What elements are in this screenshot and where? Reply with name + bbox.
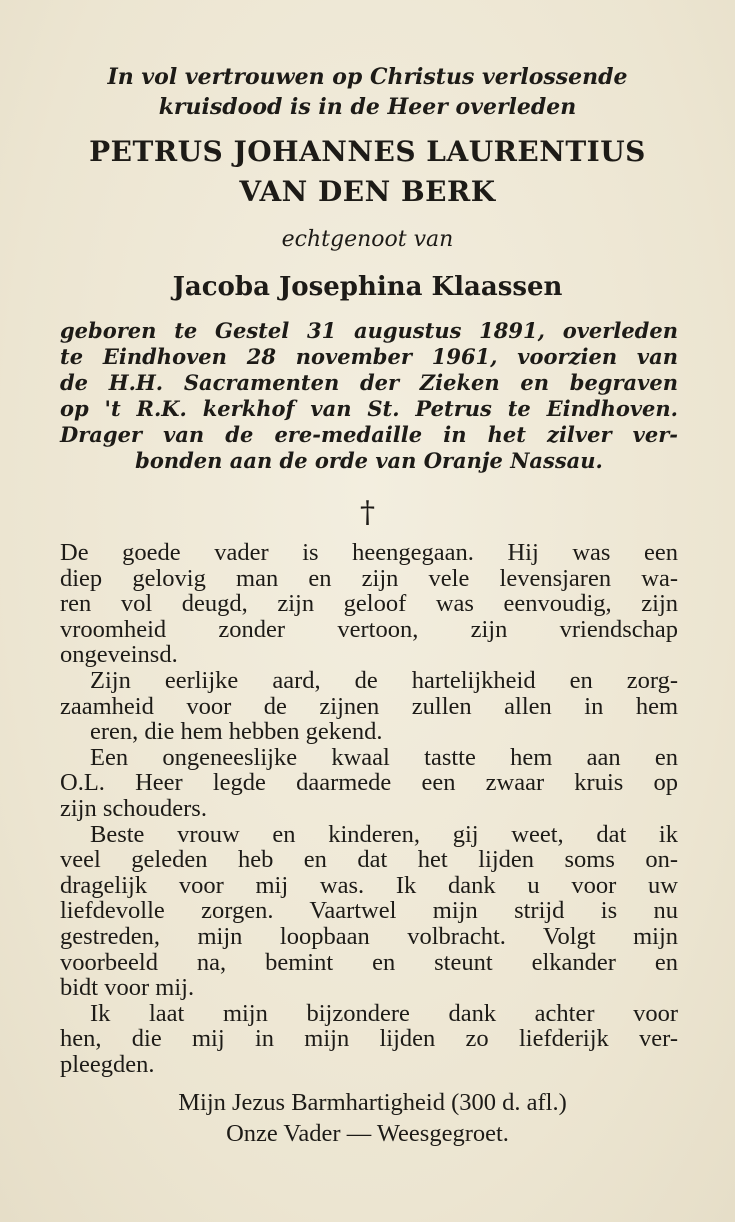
spouse-name: Jacoba Josephina Klaassen: [172, 272, 563, 302]
memorial-text-line: Zijn eerlijke aard, de hartelijkheid en zorg-: [90, 666, 678, 694]
memorial-text-line: zaamheid voor de zijnen zullen allen in hem: [60, 692, 678, 720]
intro-text: [0, 62, 735, 122]
memorial-text: [60, 540, 678, 1077]
prayer-line: Onze Vader — Weesgegroet.: [226, 1120, 509, 1147]
memorial-text-line: liefdevolle zorgen. Vaartwel mijn strijd is nu: [60, 897, 678, 925]
memorial-text-line: ren vol deugd, zijn geloof was eenvoudig, zijn: [60, 590, 678, 618]
deceased-name: [0, 132, 735, 212]
memorial-text-line: veel geleden heb en dat het lijden soms on-: [60, 846, 678, 874]
biography-line: Drager van de ere-medaille in het zilver ver-: [60, 422, 678, 447]
cross-icon: †: [360, 495, 375, 530]
deceased-name-line: PETRUS JOHANNES LAURENTIUS: [89, 135, 646, 168]
memorial-text-line: Een ongeneeslijke kwaal tastte hem aan en: [90, 743, 678, 771]
prayer-line: Mijn Jezus Barmhartigheid (300 d. afl.): [178, 1089, 567, 1116]
memorial-text-line: diep gelovig man en zijn vele levensjaren wa-: [60, 564, 678, 592]
memorial-text-line: vroomheid zonder vertoon, zijn vriendschap: [60, 615, 678, 643]
biography-line: bonden aan de orde van Oranje Nassau.: [135, 448, 603, 473]
biography-line: op 't R.K. kerkhof van St. Petrus te Eindhoven.: [60, 396, 678, 421]
biography-line: geboren te Gestel 31 augustus 1891, overleden: [60, 318, 678, 343]
memorial-text-line: Ik laat mijn bijzondere dank achter voor: [90, 999, 678, 1027]
spouse-label: echtgenoot van: [281, 227, 454, 252]
deceased-name-line: VAN DEN BERK: [239, 175, 496, 208]
memorial-text-line: voorbeeld na, bemint en steunt elkander en: [60, 948, 678, 976]
memorial-text-line: hen, die mij in mijn lijden zo liefderijk ver-: [60, 1025, 678, 1053]
intro-line: kruisdood is in de Heer overleden: [158, 94, 577, 120]
memorial-text-line: Beste vrouw en kinderen, gij weet, dat ik: [90, 820, 678, 848]
memorial-text-line: bidt voor mij.: [60, 974, 195, 1002]
memorial-text-line: zijn schouders.: [60, 794, 207, 822]
memorial-text-line: ongeveinsd.: [60, 641, 178, 669]
biography-line: te Eindhoven 28 november 1961, voorzien van: [60, 344, 678, 369]
memorial-text-line: dragelijk voor mij was. Ik dank u voor uw: [60, 871, 678, 899]
biography: [60, 318, 678, 474]
biography-line: de H.H. Sacramenten der Zieken en begraven: [60, 370, 678, 395]
intro-line: In vol vertrouwen op Christus verlossende: [107, 64, 628, 90]
memorial-text-line: De goede vader is heengegaan. Hij was een: [60, 539, 678, 566]
memorial-text-line: pleegden.: [60, 1050, 155, 1078]
memorial-text-line: O.L. Heer legde daarmede een zwaar kruis op: [60, 769, 678, 797]
memorial-text-line: gestreden, mijn loopbaan volbracht. Volgt mijn: [60, 922, 678, 950]
memorial-text-line: eren, die hem hebben gekend.: [90, 718, 383, 746]
